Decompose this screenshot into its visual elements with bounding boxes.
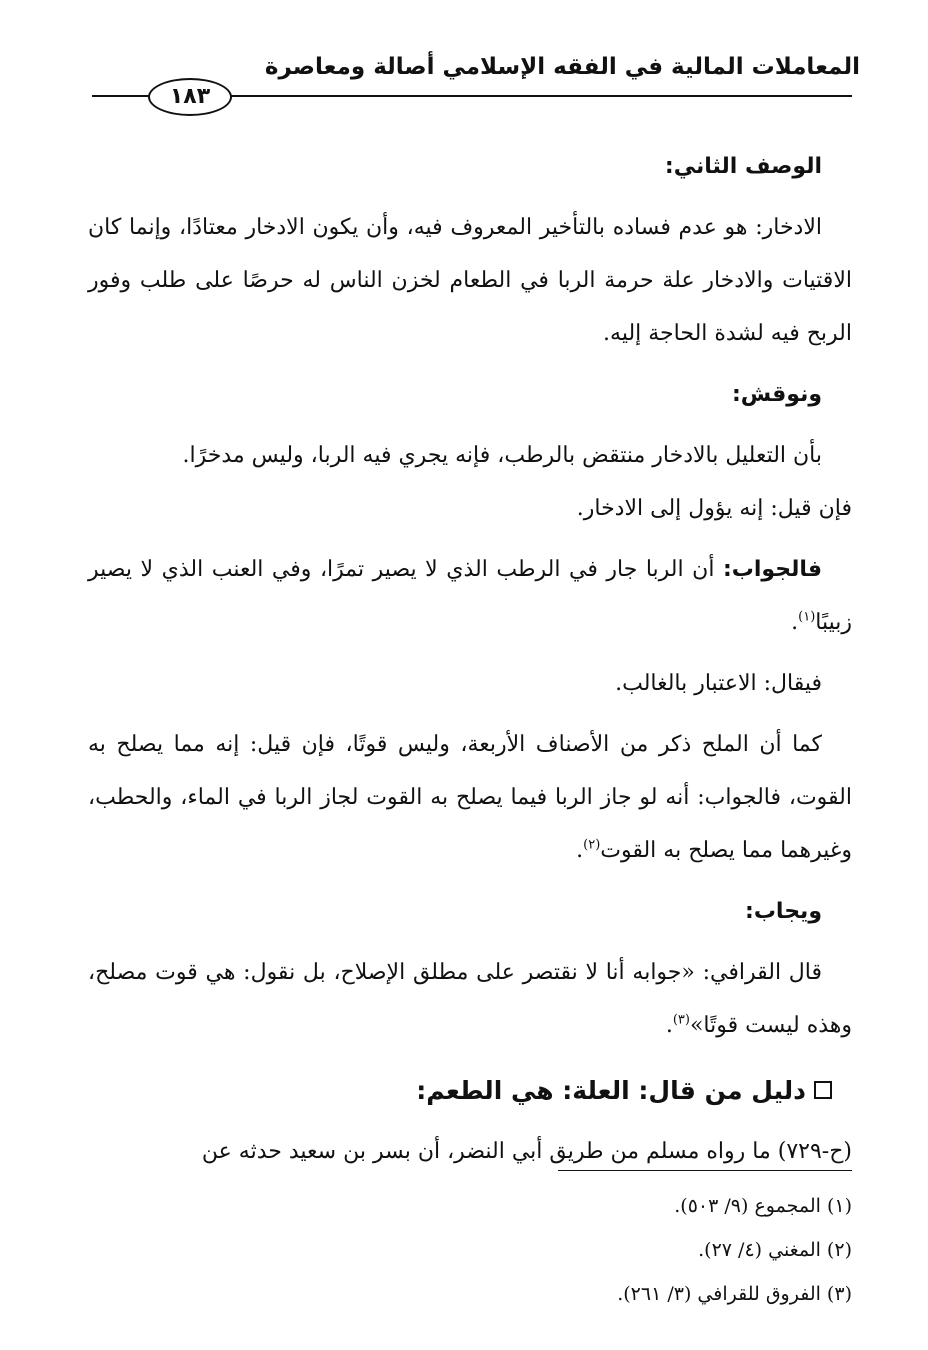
paragraph-majority: فيقال: الاعتبار بالغالب.	[615, 671, 822, 696]
footnote-ref-2[interactable]: (٢)	[583, 837, 601, 853]
answer-text: أن الربا جار في الرطب الذي لا يصير تمرًا، وفي العنب الذي لا يصير زبيبًا	[88, 557, 852, 635]
footnote-ref-1[interactable]: (١)	[798, 609, 816, 625]
qarafi-end: .	[665, 1013, 673, 1038]
heading-second-description: الوصف الثاني:	[664, 154, 822, 179]
footnote-3: (٣) الفروق للقرافي (٣/ ٢٦١).	[617, 1283, 852, 1305]
footnote-ref-3[interactable]: (٣)	[672, 1012, 690, 1028]
footnote-2: (٢) المغني (٤/ ٢٧).	[698, 1239, 852, 1261]
body-text	[88, 140, 852, 1178]
section-title-text: دليل من قال: العلة: هي الطعم:	[416, 1076, 806, 1105]
paragraph-storage: الادخار: هو عدم فساده بالتأخير المعروف فيه، وأن يكون الادخار معتادًا، وإنما كان الاقتيات والادخار علة حرمة الربا في الطعام لخزن الناس له حرصًا على طلب وفور الربح فيه لشدة الحاجة إليه.	[88, 215, 852, 346]
salt-text: كما أن الملح ذكر من الأصناف الأربعة، وليس قوتًا، فإن قيل: إنه مما يصلح به القوت، فالجواب: أنه لو جاز الربا فيما يصلح به القوت لجاز الربا في الماء، والحطب، وغيرهما مما يصلح به القوت	[88, 732, 852, 863]
paragraph-if-said: فإن قيل: إنه يؤول إلى الادخار.	[576, 496, 852, 521]
heading-response: ويجاب:	[745, 899, 822, 924]
running-title: المعاملات المالية في الفقه الإسلامي أصالة ومعاصرة	[264, 54, 860, 80]
salt-end: .	[576, 838, 584, 863]
heading-discussed: ونوقش:	[731, 382, 822, 407]
qarafi-text: قال القرافي: «جوابه أنا لا نقتصر على مطلق الإصلاح، بل نقول: هي قوت مصلح، وهذه ليست قوتًا»	[88, 960, 852, 1038]
paragraph-objection: بأن التعليل بالادخار منتقض بالرطب، فإنه يجري فيه الربا، وليس مدخرًا.	[182, 443, 822, 468]
checkbox-square-icon	[814, 1081, 832, 1099]
paragraph-answer	[88, 543, 852, 649]
paragraph-qarafi	[88, 946, 852, 1052]
footnote-rule	[558, 1170, 852, 1171]
paragraph-hadith: (ح-٧٢٩) ما رواه مسلم من طريق أبي النضر، أن بسر بن سعيد حدثه عن	[201, 1139, 852, 1164]
footnote-1: (١) المجموع (٩/ ٥٠٣).	[674, 1195, 852, 1217]
page-number: ١٨٣	[148, 78, 232, 116]
footnotes	[300, 1184, 852, 1316]
paragraph-salt	[88, 718, 852, 877]
answer-end: .	[791, 610, 799, 635]
section-title	[88, 1064, 852, 1117]
answer-lead: فالجواب:	[722, 557, 822, 582]
